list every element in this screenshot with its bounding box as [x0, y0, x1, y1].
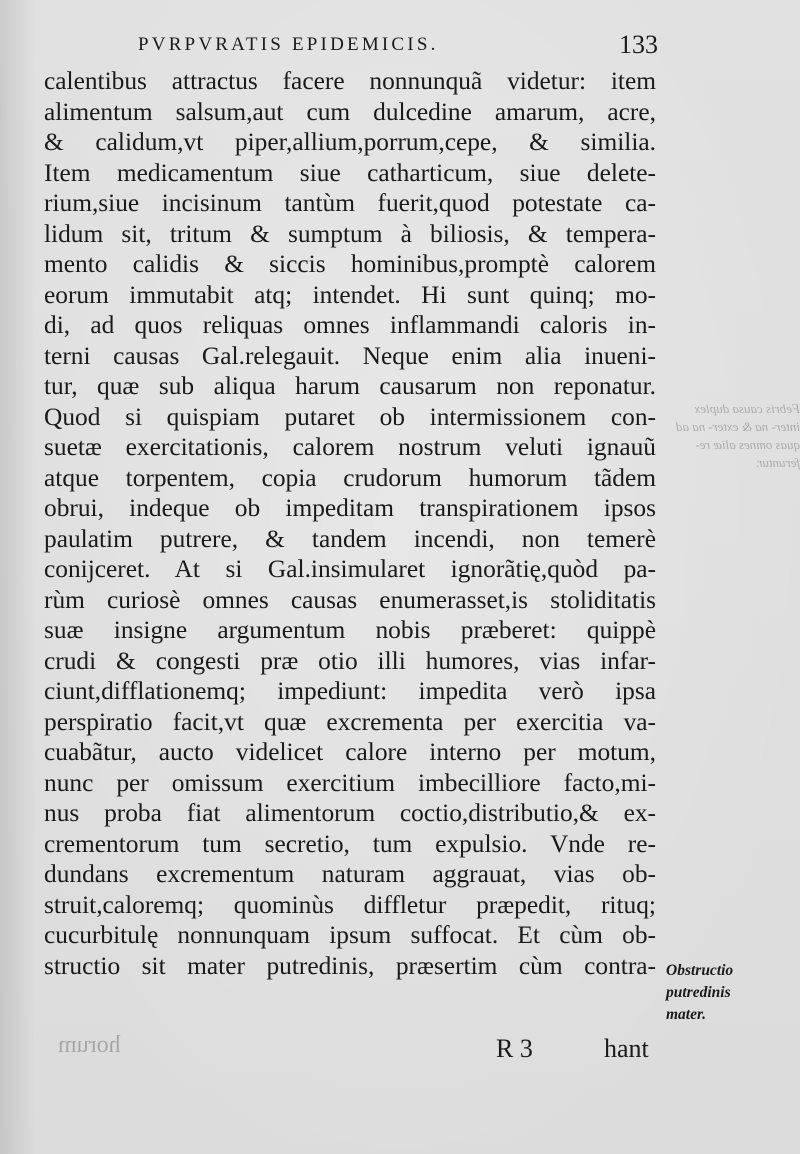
running-head-title: PVRPVRATIS EPIDEMICIS.: [138, 34, 439, 55]
text-line: perspiratio facit,vt quæ excrementa per exercitia va-: [44, 707, 656, 736]
text-line: cucurbitulę nonnunquam ipsum suffocat. Et cùm ob-: [44, 921, 656, 949]
text-line: alimentum salsum,aut cum dulcedine amarum, acre,: [44, 97, 656, 126]
text-line: di, ad quos reliquas omnes inflammandi caloris in-: [44, 311, 656, 339]
text-line: calentibus attractus facere nonnunquã videtur: item: [44, 67, 656, 95]
text-line: crementorum tum secretio, tum expulsio. Vnde re-: [44, 829, 656, 858]
text-line: rium,siue incisinum tantùm fuerit,quod potestate ca-: [44, 189, 656, 217]
text-line: paulatim putrere, & tandem incendi, non temerè: [44, 524, 656, 553]
text-line: struit,caloremq; quominùs diffletur præpedit, rituq;: [44, 890, 656, 919]
text-line: lidum sit, tritum & sumptum à biliosis, & tempera-: [44, 219, 656, 248]
text-line: ciunt,difflationemq; impediunt: impedita verò ipsa: [44, 677, 656, 705]
gutter-shadow: [0, 0, 36, 1154]
text-line: nus proba fiat alimentorum coctio,distributio,& ex-: [44, 799, 656, 827]
text-line: suæ insigne argumentum nobis præberet: quippè: [44, 616, 656, 644]
page-number: 133: [619, 30, 658, 59]
text-line: rùm curiosè omnes causas enumerasset,is stoliditatis: [44, 585, 656, 614]
marginal-note-line: putredinis: [666, 984, 731, 1001]
text-line: cuabãtur, aucto videlicet calore interno per motum,: [44, 738, 656, 766]
marginal-note-line: mater.: [666, 1006, 707, 1023]
text-line: crudi & congesti præ otio illi humores, vias infar-: [44, 646, 656, 675]
text-line: nunc per omissum exercitium imbecilliore facto,mi-: [44, 768, 656, 797]
text-line: atque torpentem, copia crudorum humorum tãdem: [44, 463, 656, 492]
text-line: & calidum,vt piper,allium,porrum,cepe, & similia.: [44, 128, 656, 156]
main-text-block: [44, 66, 656, 981]
show-through-word: horum: [58, 1032, 121, 1058]
signature-mark: R 3: [496, 1034, 533, 1063]
text-line: mento calidis & siccis hominibus,promptè calorem: [44, 250, 656, 278]
text-line: dundans excrementum naturam aggrauat, vias ob-: [44, 860, 656, 888]
text-line: obrui, indeque ob impeditam transpirationem ipsos: [44, 494, 656, 522]
text-line: eorum immutabit atq; intendet. Hi sunt quinq; mo-: [44, 280, 656, 309]
text-line: suetæ exercitationis, calorem nostrum veluti ignauũ: [44, 433, 656, 461]
running-head: [138, 30, 658, 64]
text-line: structio sit mater putredinis, præsertim cùm contra-: [44, 951, 656, 980]
marginal-note-line: Obstructio: [666, 962, 734, 979]
text-line: Item medicamentum siue catharticum, siue delete-: [44, 158, 656, 187]
text-line: conijceret. At si Gal.insimularet ignorãtię,quòd pa-: [44, 555, 656, 583]
marginal-note: [666, 960, 796, 1026]
text-line: terni causas Gal.relegauit. Neque enim alia inueni-: [44, 341, 656, 370]
text-line: Quod si quispiam putaret ob intermissionem con-: [44, 402, 656, 431]
show-through-marginal-note: Febris causa duplex inter- na & exter- na ad quas omnes aliæ re- feruntur.: [675, 401, 800, 470]
text-line: tur, quæ sub aliqua harum causarum non reponatur.: [44, 372, 656, 400]
catchword: hant: [604, 1034, 649, 1063]
